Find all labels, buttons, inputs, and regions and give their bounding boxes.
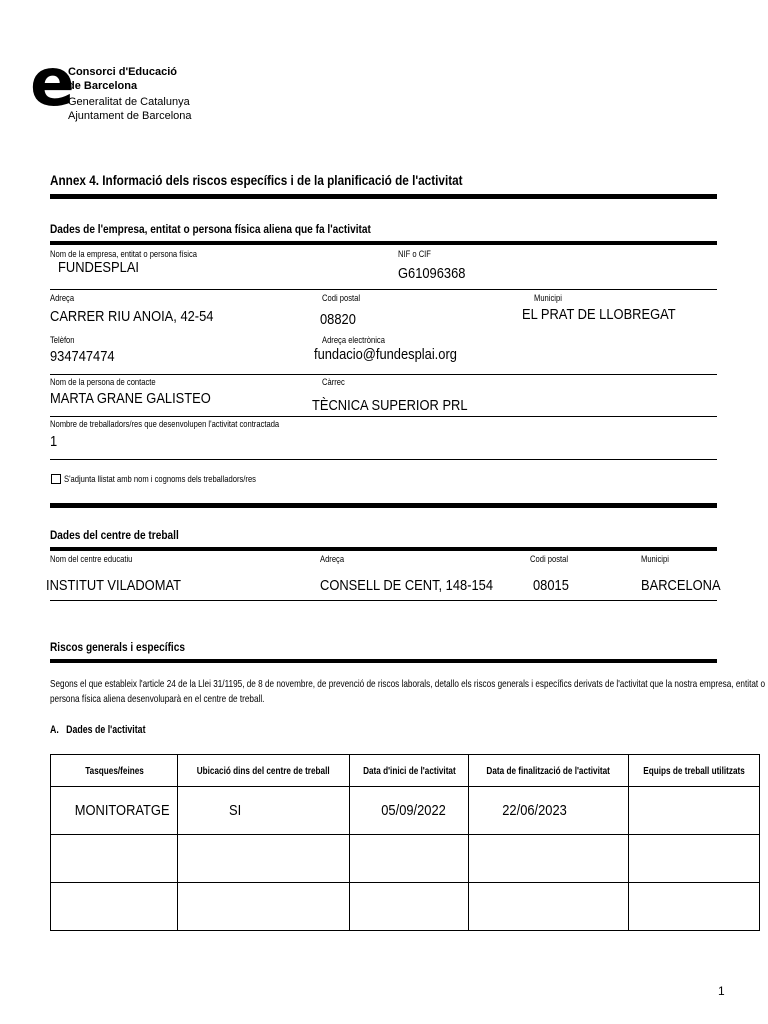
logo-text-line2: de Barcelona [68,80,138,92]
centre-municipi-label: Municipi [641,554,669,565]
table-header-row [51,755,760,787]
empresa-carrec-label: Càrrec [322,377,345,388]
logo-mark: e [30,44,73,121]
page-number: 1 [718,984,725,998]
row-divider [50,416,717,417]
centre-adreca-value[interactable]: CONSELL DE CENT, 148-154 [320,577,494,594]
table-row [51,787,760,835]
empresa-nom-label: Nom de la empresa, entitat o persona física [50,249,198,260]
empresa-nom-value[interactable]: FUNDESPLAI [58,259,140,276]
empresa-treballadors-label: Nombre de treballadors/res que desenvolupen l'activitat contractada [50,419,280,430]
row-divider [50,374,717,375]
header-ubicacio: Ubicació dins del centre de treball [178,755,349,787]
empresa-email-value[interactable]: fundacio@fundesplai.org [314,346,457,363]
title-rule [50,194,717,199]
empresa-telefon-label: Telèfon [50,335,75,346]
table-cell[interactable] [469,883,628,931]
empresa-carrec-value[interactable]: TÈCNICA SUPERIOR PRL [312,397,468,414]
table-cell[interactable] [51,835,178,883]
centre-nom-label: Nom del centre educatiu [50,554,133,565]
header-data-finalitzacio: Data de finalització de l'activitat [469,755,628,787]
empresa-adreca-value[interactable]: CARRER RIU ANOIA, 42-54 [50,308,214,325]
empresa-municipi-label: Municipi [534,293,562,304]
table-cell[interactable] [628,883,759,931]
empresa-nif-label: NIF o CIF [398,249,431,260]
table-cell[interactable]: MONITORATGE [51,787,178,835]
empresa-telefon-value[interactable]: 934747474 [50,348,115,365]
centre-adreca-label: Adreça [320,554,345,565]
empresa-adreca-label: Adreça [50,293,75,304]
table-cell[interactable] [51,883,178,931]
activitat-subsection-title: A. Dades de l'activitat [50,724,146,736]
centre-section-title: Dades del centre de treball [50,530,179,542]
table-cell[interactable] [349,835,469,883]
table-cell[interactable] [178,835,349,883]
table-cell[interactable]: SI [178,787,349,835]
centre-nom-value[interactable]: INSTITUT VILADOMAT [46,577,181,594]
centre-section-rule [50,547,717,551]
riscos-section-title: Riscos generals i específics [50,642,186,654]
llistat-checkbox-label: S'adjunta llistat amb nom i cognoms dels treballadors/res [64,474,256,485]
logo-text-line4: Ajuntament de Barcelona [68,110,192,122]
centre-cp-value[interactable]: 08015 [533,577,569,594]
riscos-paragraph-line2: persona física aliena desenvoluparà en el centre de treball. [50,693,265,705]
header-equips: Equips de treball utilitzats [628,755,759,787]
table-cell[interactable]: 22/06/2023 [469,787,628,835]
table-cell[interactable] [628,835,759,883]
logo-text-line1: Consorci d'Educació [68,66,177,78]
row-divider [50,459,717,460]
centre-cp-label: Codi postal [530,554,569,565]
table-cell[interactable] [469,835,628,883]
llistat-checkbox[interactable] [51,474,61,484]
empresa-section-end-rule [50,503,717,508]
header-tasques: Tasques/feines [51,755,178,787]
document-title: Annex 4. Informació dels riscos específics i de la planificació de l'activitat [50,172,463,188]
empresa-email-label: Adreça electrònica [322,335,385,346]
table-row [51,883,760,931]
empresa-treballadors-value[interactable]: 1 [50,433,58,450]
activitat-table [50,754,760,931]
table-cell[interactable] [178,883,349,931]
table-cell[interactable] [628,787,759,835]
riscos-section-rule [50,659,717,663]
empresa-municipi-value[interactable]: EL PRAT DE LLOBREGAT [522,306,676,323]
row-divider [50,289,717,290]
row-divider [50,600,717,601]
empresa-contacte-label: Nom de la persona de contacte [50,377,156,388]
riscos-paragraph-line1: Segons el que estableix l'article 24 de la Llei 31/1195, de 8 de novembre, de prevenció de riscos laborals, detallo els riscos generals i específics derivats de l'activitat que la nostra empresa, entitat o [50,678,766,690]
empresa-nif-value[interactable]: G61096368 [398,265,466,282]
table-row [51,835,760,883]
empresa-cp-label: Codi postal [322,293,361,304]
header-data-inici: Data d'inici de l'activitat [349,755,469,787]
table-cell[interactable]: 05/09/2022 [349,787,469,835]
empresa-cp-value[interactable]: 08820 [320,311,356,328]
table-cell[interactable] [349,883,469,931]
logo-text-line3: Generalitat de Catalunya [68,96,190,108]
centre-municipi-value[interactable]: BARCELONA [641,577,721,594]
empresa-section-title: Dades de l'empresa, entitat o persona física aliena que fa l'activitat [50,224,371,236]
empresa-section-rule [50,241,717,245]
empresa-contacte-value[interactable]: MARTA GRANE GALISTEO [50,390,211,407]
